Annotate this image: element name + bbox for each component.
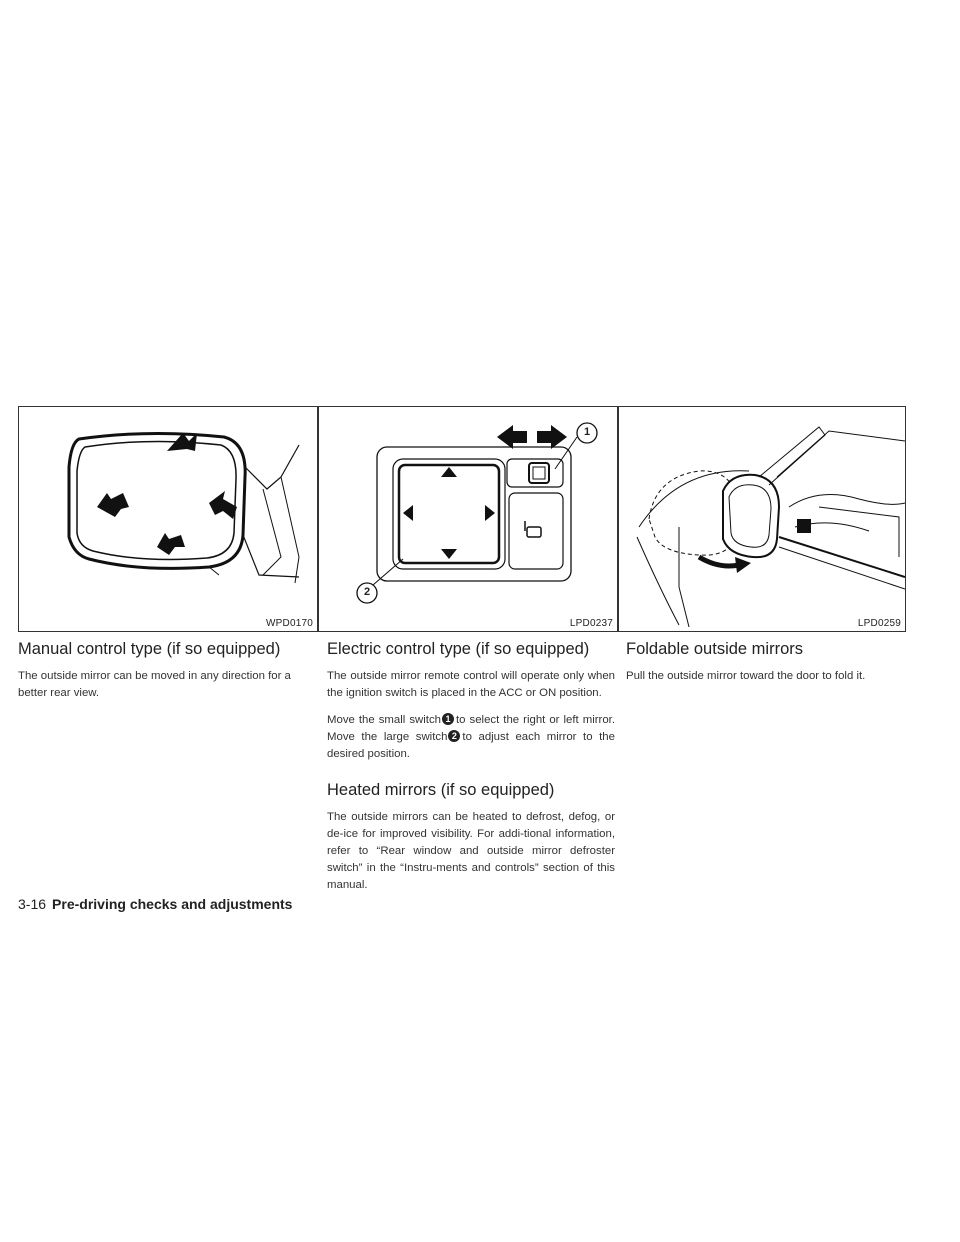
manual-mirror-figure xyxy=(18,406,318,632)
section-body: The outside mirror remote control will operate only when the ignition switch is placed in the ACC or ON position. xyxy=(327,670,615,699)
callout-2-label: 2 xyxy=(363,586,371,598)
electric-control-section xyxy=(327,640,615,904)
section-heading: Heated mirrors (if so equipped) xyxy=(327,781,555,799)
electric-control-figure xyxy=(318,406,618,632)
figure-code: LPD0237 xyxy=(569,618,613,629)
circled-number-1-icon: 1 xyxy=(442,713,454,725)
page-number: 3-16 xyxy=(18,896,47,912)
section-body: The outside mirror can be moved in any direction for a better rear view. xyxy=(18,670,291,699)
text-fragment: to select the right or left mirror. Move the large switch xyxy=(327,714,615,743)
section-heading: Manual control type (if so equipped) xyxy=(18,640,281,658)
figure-code: WPD0170 xyxy=(266,618,313,629)
text-fragment: Move the small switch xyxy=(327,714,441,726)
page-footer xyxy=(18,896,292,912)
section-body: The outside mirrors can be heated to defrost, defog, or de-ice for improved visibility. For addi-tional information, refer to “Rear window and outside mirror defroster switch” in the “Instru-ments and controls” section of this manual. xyxy=(327,811,615,891)
manual-mirror-illustration xyxy=(19,407,317,631)
foldable-mirror-figure xyxy=(618,406,906,632)
foldable-mirror-illustration xyxy=(619,407,905,631)
section-body: Pull the outside mirror toward the door to fold it. xyxy=(626,670,866,682)
text-fragment: to adjust each mirror to the desired position. xyxy=(327,731,615,760)
section-heading: Foldable outside mirrors xyxy=(626,640,803,658)
foldable-mirrors-section xyxy=(626,640,914,695)
manual-control-section xyxy=(18,640,318,712)
switch-instructions xyxy=(327,712,615,763)
callout-1-label: 1 xyxy=(583,426,591,438)
circled-number-2-icon: 2 xyxy=(448,730,460,742)
section-heading: Electric control type (if so equipped) xyxy=(327,640,590,658)
chapter-title: Pre-driving checks and adjustments xyxy=(52,896,293,912)
figure-code: LPD0259 xyxy=(857,618,901,629)
